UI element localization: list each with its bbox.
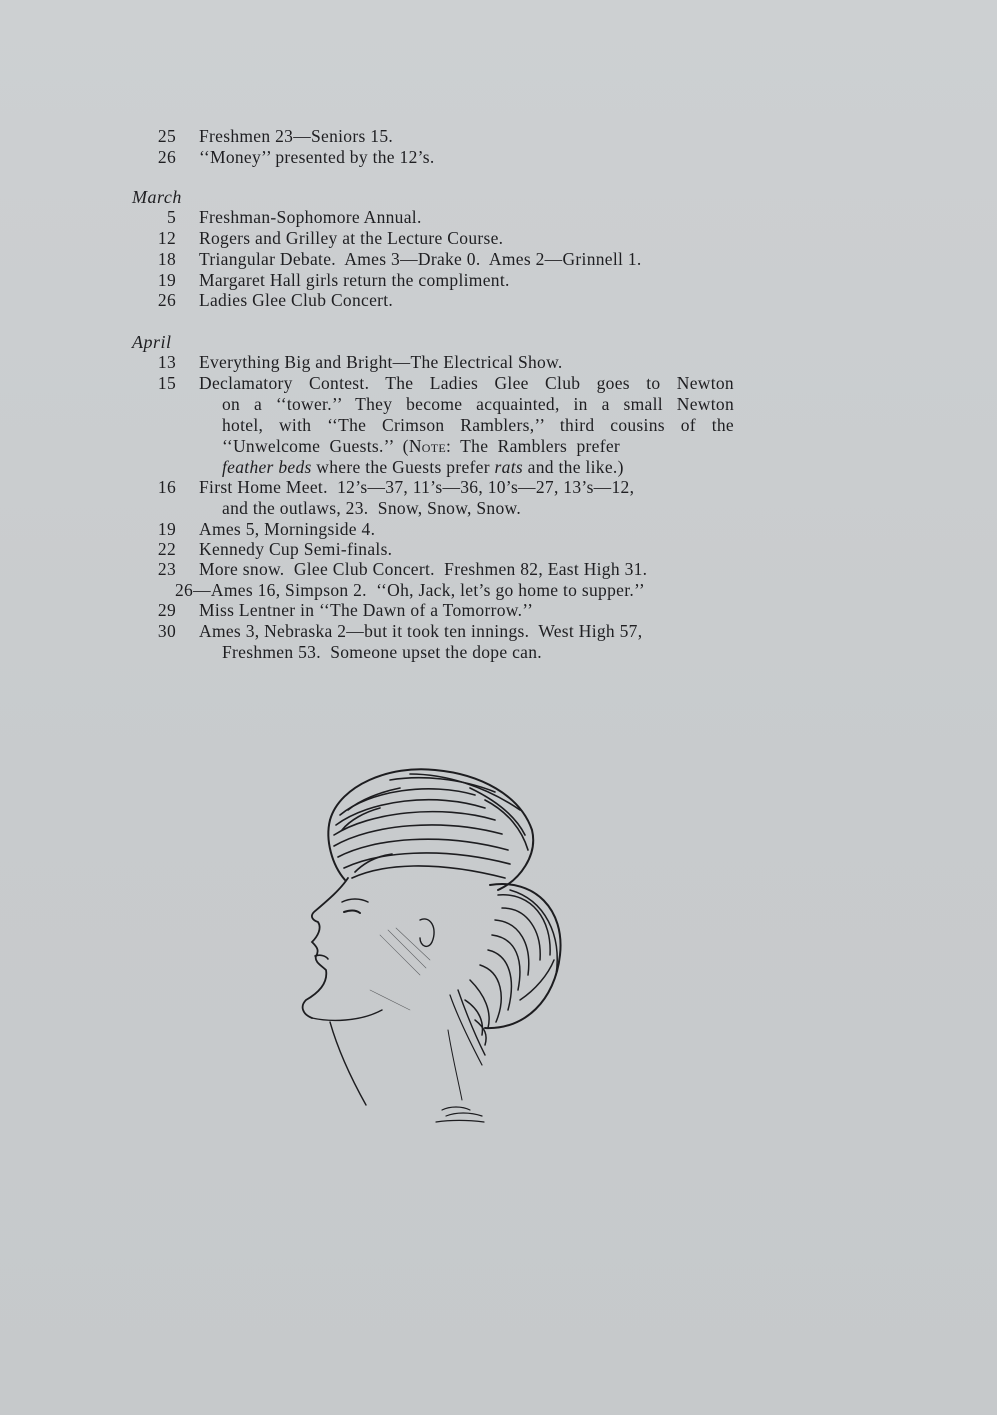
entry-text: Ames 5, Morningside 4. <box>199 519 376 539</box>
entry-text-line: Ames 3, Nebraska 2—but it took ten innings. West High 57, <box>199 621 643 641</box>
month-heading-april: April <box>132 332 172 352</box>
italic-phrase: rats <box>494 457 523 477</box>
entry-day: 30 <box>157 621 176 641</box>
entry-text-segment: : The Ramblers prefer <box>445 436 621 456</box>
note-label: Note <box>408 436 446 456</box>
entry-text: ‘‘Money’’ presented by the 12’s. <box>199 147 435 167</box>
entry-text: Freshmen 23—Seniors 15. <box>199 126 394 146</box>
entry-text-line: and the outlaws, 23. Snow, Snow, Snow. <box>222 498 521 518</box>
entry-day: 12 <box>157 228 176 248</box>
entry-text: Ladies Glee Club Concert. <box>199 290 394 310</box>
woman-profile-sketch-icon <box>270 760 590 1140</box>
entry-text: Miss Lentner in ‘‘The Dawn of a Tomorrow.’’ <box>199 600 534 620</box>
entry-day: 26 <box>157 290 176 310</box>
entry-day: 13 <box>157 352 176 372</box>
entry-text: Rogers and Grilley at the Lecture Course. <box>199 228 504 248</box>
entry-text: Margaret Hall girls return the compliment. <box>199 270 510 290</box>
calendar-entry <box>152 621 754 663</box>
month-heading-march: March <box>132 187 182 207</box>
entry-day: 29 <box>157 600 176 620</box>
entry-day: 25 <box>157 126 176 146</box>
entry-text: Freshman-Sophomore Annual. <box>199 207 422 227</box>
entry-text-segment: where the Guests prefer <box>311 457 495 477</box>
calendar-entry: 26—Ames 16, Simpson 2. ‘‘Oh, Jack, let’s go home to supper.’’ <box>175 580 645 600</box>
entry-text: Triangular Debate. Ames 3—Drake 0. Ames 2—Grinnell 1. <box>199 249 642 269</box>
entry-text-line: Declamatory Contest. The Ladies Glee Club goes to Newton <box>199 373 734 393</box>
portrait-illustration <box>270 760 590 1145</box>
entry-text: More snow. Glee Club Concert. Freshmen 82, East High 31. <box>199 559 648 579</box>
entry-text-line <box>222 457 624 478</box>
entry-text-line: hotel, with ‘‘The Crimson Ramblers,’’ third cousins of the <box>222 415 734 435</box>
entry-text: Kennedy Cup Semi-finals. <box>199 539 393 559</box>
entry-day: 22 <box>157 539 176 559</box>
entry-text: Everything Big and Bright—The Electrical Show. <box>199 352 563 372</box>
calendar-entry <box>152 477 754 519</box>
entry-day: 15 <box>157 373 176 393</box>
entry-day: 19 <box>157 270 176 290</box>
entry-day: 16 <box>157 477 176 497</box>
entry-text-line: Freshmen 53. Someone upset the dope can. <box>222 642 542 662</box>
entry-text-line <box>222 436 734 457</box>
entry-day: 5 <box>166 207 176 227</box>
entry-text-line: First Home Meet. 12’s—37, 11’s—36, 10’s—27, 13’s—12, <box>199 477 635 497</box>
entry-day: 23 <box>157 559 176 579</box>
entry-day: 26 <box>157 147 176 167</box>
entry-text-segment: and the like.) <box>522 457 624 477</box>
entry-day: 19 <box>157 519 176 539</box>
italic-phrase: feather beds <box>222 457 312 477</box>
calendar-entry <box>152 373 754 477</box>
entry-day: 18 <box>157 249 176 269</box>
entry-text-segment: ‘‘Unwelcome Guests.’’ ( <box>222 436 409 456</box>
entry-text-line: on a ‘‘tower.’’ They become acquainted, in a small Newton <box>222 394 734 414</box>
